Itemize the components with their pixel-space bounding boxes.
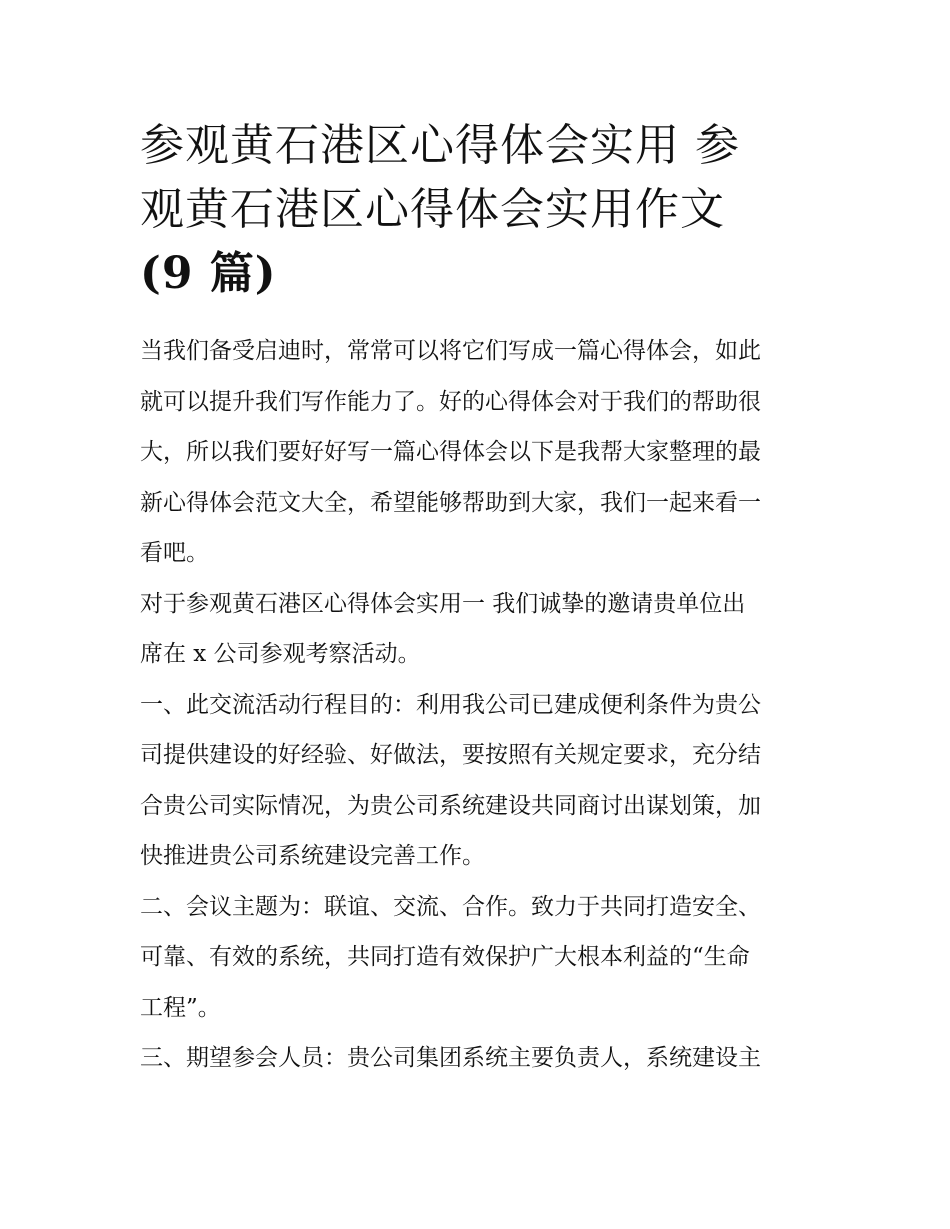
text-line: 二、会议主题为：联谊、交流、合作。致力于共同打造安全、 xyxy=(140,893,761,920)
text-line: 一、此交流活动行程目的：利用我公司已建成便利条件为贵公 xyxy=(140,691,761,718)
text-line: 三、期望参会人员：贵公司集团系统主要负责人，系统建设主 xyxy=(140,1045,761,1071)
text-line: 快推进贵公司系统建设完善工作。 xyxy=(140,843,485,869)
text-line: 就可以提升我们写作能力了。好的心得体会对于我们的帮助很 xyxy=(140,388,761,415)
text-line: 工程”。 xyxy=(140,994,221,1021)
title-line: 参观黄石港区心得体会实用 参 xyxy=(140,120,740,171)
text-line: 可靠、有效的系统，共同打造有效保护广大根本利益的“生命 xyxy=(140,944,750,970)
document-page xyxy=(140,114,812,1084)
text-line: 大，所以我们要好好写一篇心得体会以下是我帮大家整理的最 xyxy=(140,439,761,465)
document-title xyxy=(140,114,812,306)
intro-paragraph xyxy=(140,326,812,579)
text-line: 当我们备受启迪时，常常可以将它们写成一篇心得体会，如此 xyxy=(140,338,761,364)
text-line: 司提供建设的好经验、好做法，要按照有关规定要求，充分结 xyxy=(140,742,761,768)
document-body xyxy=(140,326,812,1084)
text-line: 对于参观黄石港区心得体会实用一 我们诚挚的邀请贵单位出 xyxy=(140,590,746,617)
title-line-count: (9 篇) xyxy=(140,248,277,299)
title-line: 观黄石港区心得体会实用作文 xyxy=(140,184,725,235)
theme-paragraph xyxy=(140,882,812,1034)
attendees-paragraph xyxy=(140,1033,812,1084)
invitation-paragraph xyxy=(140,579,812,680)
text-line: 席在 x 公司参观考察活动。 xyxy=(140,641,421,667)
text-line: 新心得体会范文大全，希望能够帮助到大家，我们一起来看一 xyxy=(140,489,761,516)
text-line: 看吧。 xyxy=(140,540,209,566)
text-line: 合贵公司实际情况，为贵公司系统建设共同商讨出谋划策，加 xyxy=(140,792,761,819)
purpose-paragraph xyxy=(140,680,812,882)
